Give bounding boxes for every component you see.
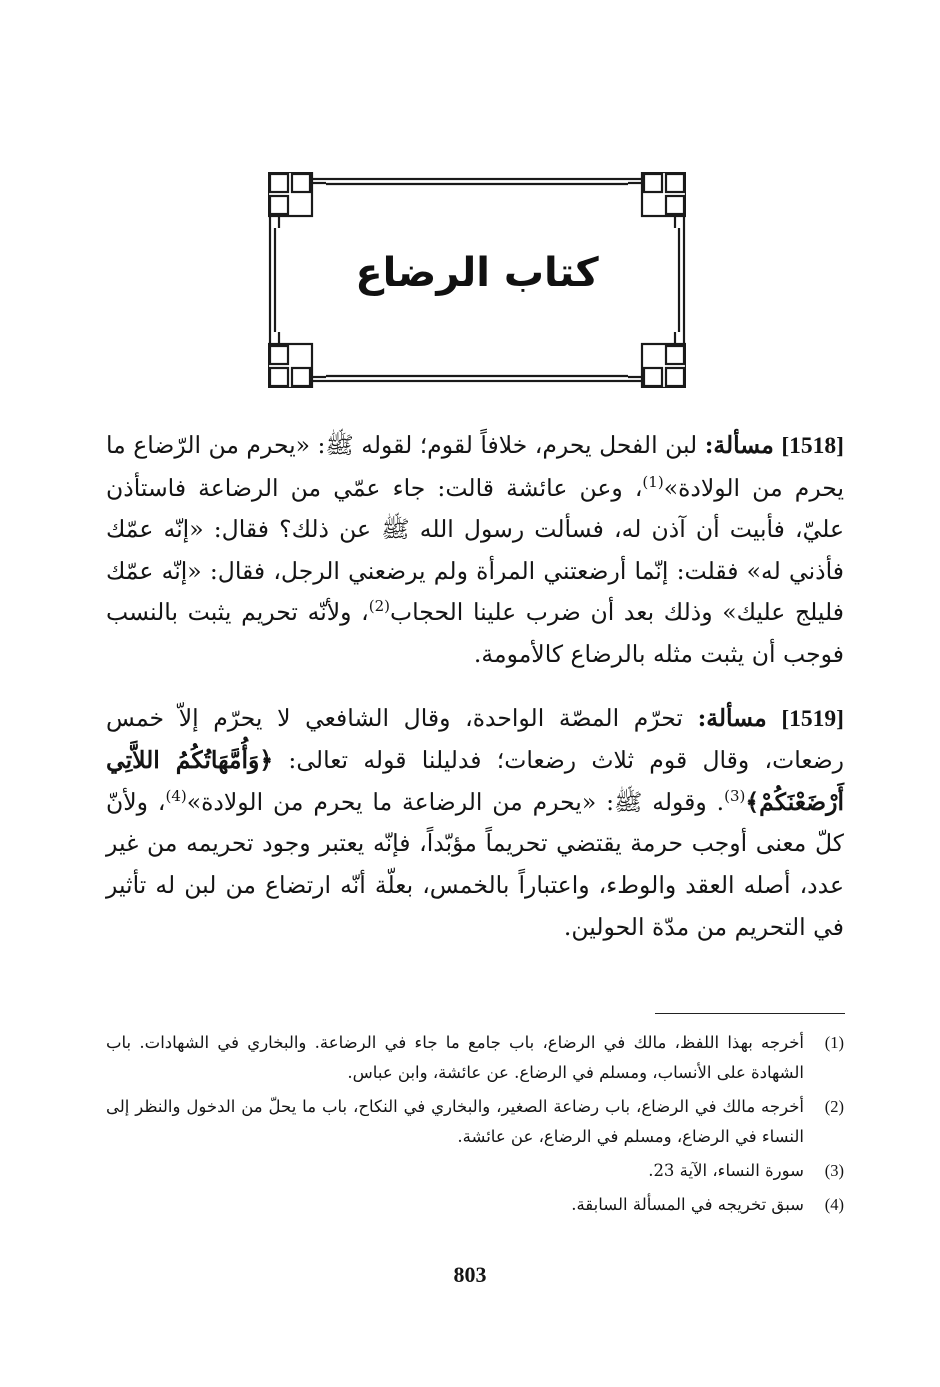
footnote-text: سبق تخريجه في المسألة السابقة.	[571, 1195, 804, 1214]
footnote-ref: (3)	[724, 786, 746, 805]
footnote-number: (4)	[824, 1195, 844, 1214]
issue-number: [1519]	[781, 705, 844, 732]
footnote-text: أخرجه مالك في الرضاع، باب رضاعة الصغير، والبخاري في النكاح، باب ما يحلّ من الدخول والنظر إلى النساء في الرضاع، ومسلم في الرضاع، عن عائشة.	[106, 1097, 804, 1146]
footnote-text: أخرجه بهذا اللفظ، مالك في الرضاع، باب جامع ما جاء في الرضاعة. والبخاري في الشهادات. باب الشهادة على الأنساب، ومسلم في الرضاع. عن عائشة، وابن عباس.	[106, 1033, 804, 1082]
footnotes	[106, 1028, 844, 1224]
footnote-ref: (2)	[368, 597, 391, 616]
footnote-ref: (1)	[642, 472, 664, 491]
footnote-number: (2)	[824, 1097, 844, 1116]
quran-verse: ﴿وَأُمَّهَاتُكُمُ اللاَّتِي أَرْضَعْنَكُمْ﴾	[106, 746, 844, 816]
footnote	[106, 1092, 844, 1152]
chapter-title: كتاب الرضاع	[355, 250, 599, 296]
issue-1518	[106, 425, 844, 676]
footnote	[106, 1028, 844, 1088]
footnote-ref: (4)	[165, 786, 187, 805]
main-text	[106, 425, 844, 948]
footnote	[106, 1190, 844, 1220]
footnote	[106, 1156, 844, 1186]
issue-text: . وقوله ﷺ: «يحرم من الرضاعة ما يحرم من الولادة»	[186, 787, 725, 816]
issue-label: مسألة:	[704, 431, 774, 459]
issue-text: ، ولأنّه تحريم يثبت بالنسب فوجب أن يثبت مثله بالرضاع كالأمومة.	[106, 598, 844, 668]
issue-label: مسألة:	[697, 703, 767, 732]
footnote-number: (1)	[824, 1033, 844, 1052]
footnote-divider	[655, 1013, 845, 1014]
page-number: 803	[453, 1262, 487, 1287]
issue-text: لبن الفحل يحرم، خلافاً لقوم؛ لقوله ﷺ: «يحرم من الرّضاع ما يحرم من الولادة»	[106, 431, 844, 502]
issue-number: [1518]	[781, 433, 844, 459]
footnote-text: سورة النساء، الآية 23.	[648, 1161, 804, 1180]
issue-text: ، وعن عائشة قالت: جاء عمّي من الرضاعة فاستأذن عليّ، فأبيت أن آذن له، فسألت رسول الله ﷺ عن ذلك؟ فقال: «إنّه عمّك فأذني له» فقلت: إنّما أرضعتني المرأة ولم يرضعني الرجل، فقال: «إنّه عمّك فليلج عليك» وذلك بعد أن ضرب علينا الحجاب	[106, 473, 844, 627]
footnote-number: (3)	[824, 1161, 844, 1180]
issue-text: تحرّم المصّة الواحدة، وقال الشافعي لا يحرّم إلاّ خمس رضعات، وقال قوم ثلاث رضعات؛ فدليلنا قوله تعالى:	[106, 703, 845, 775]
chapter-title-frame	[268, 172, 686, 388]
issue-text: ، ولأنّ كلّ معنى أوجب حرمة يقتضي تحريماً مؤبّداً، فإنّه يعتبر وجود تحريمه من غير عدد، أصله العقد والوطء، واعتباراً بالخمس، بعلّة أنّه ارتضاع من لبن له تأثير في التحريم من مدّة الحولين.	[106, 787, 844, 941]
issue-1519	[106, 698, 844, 949]
